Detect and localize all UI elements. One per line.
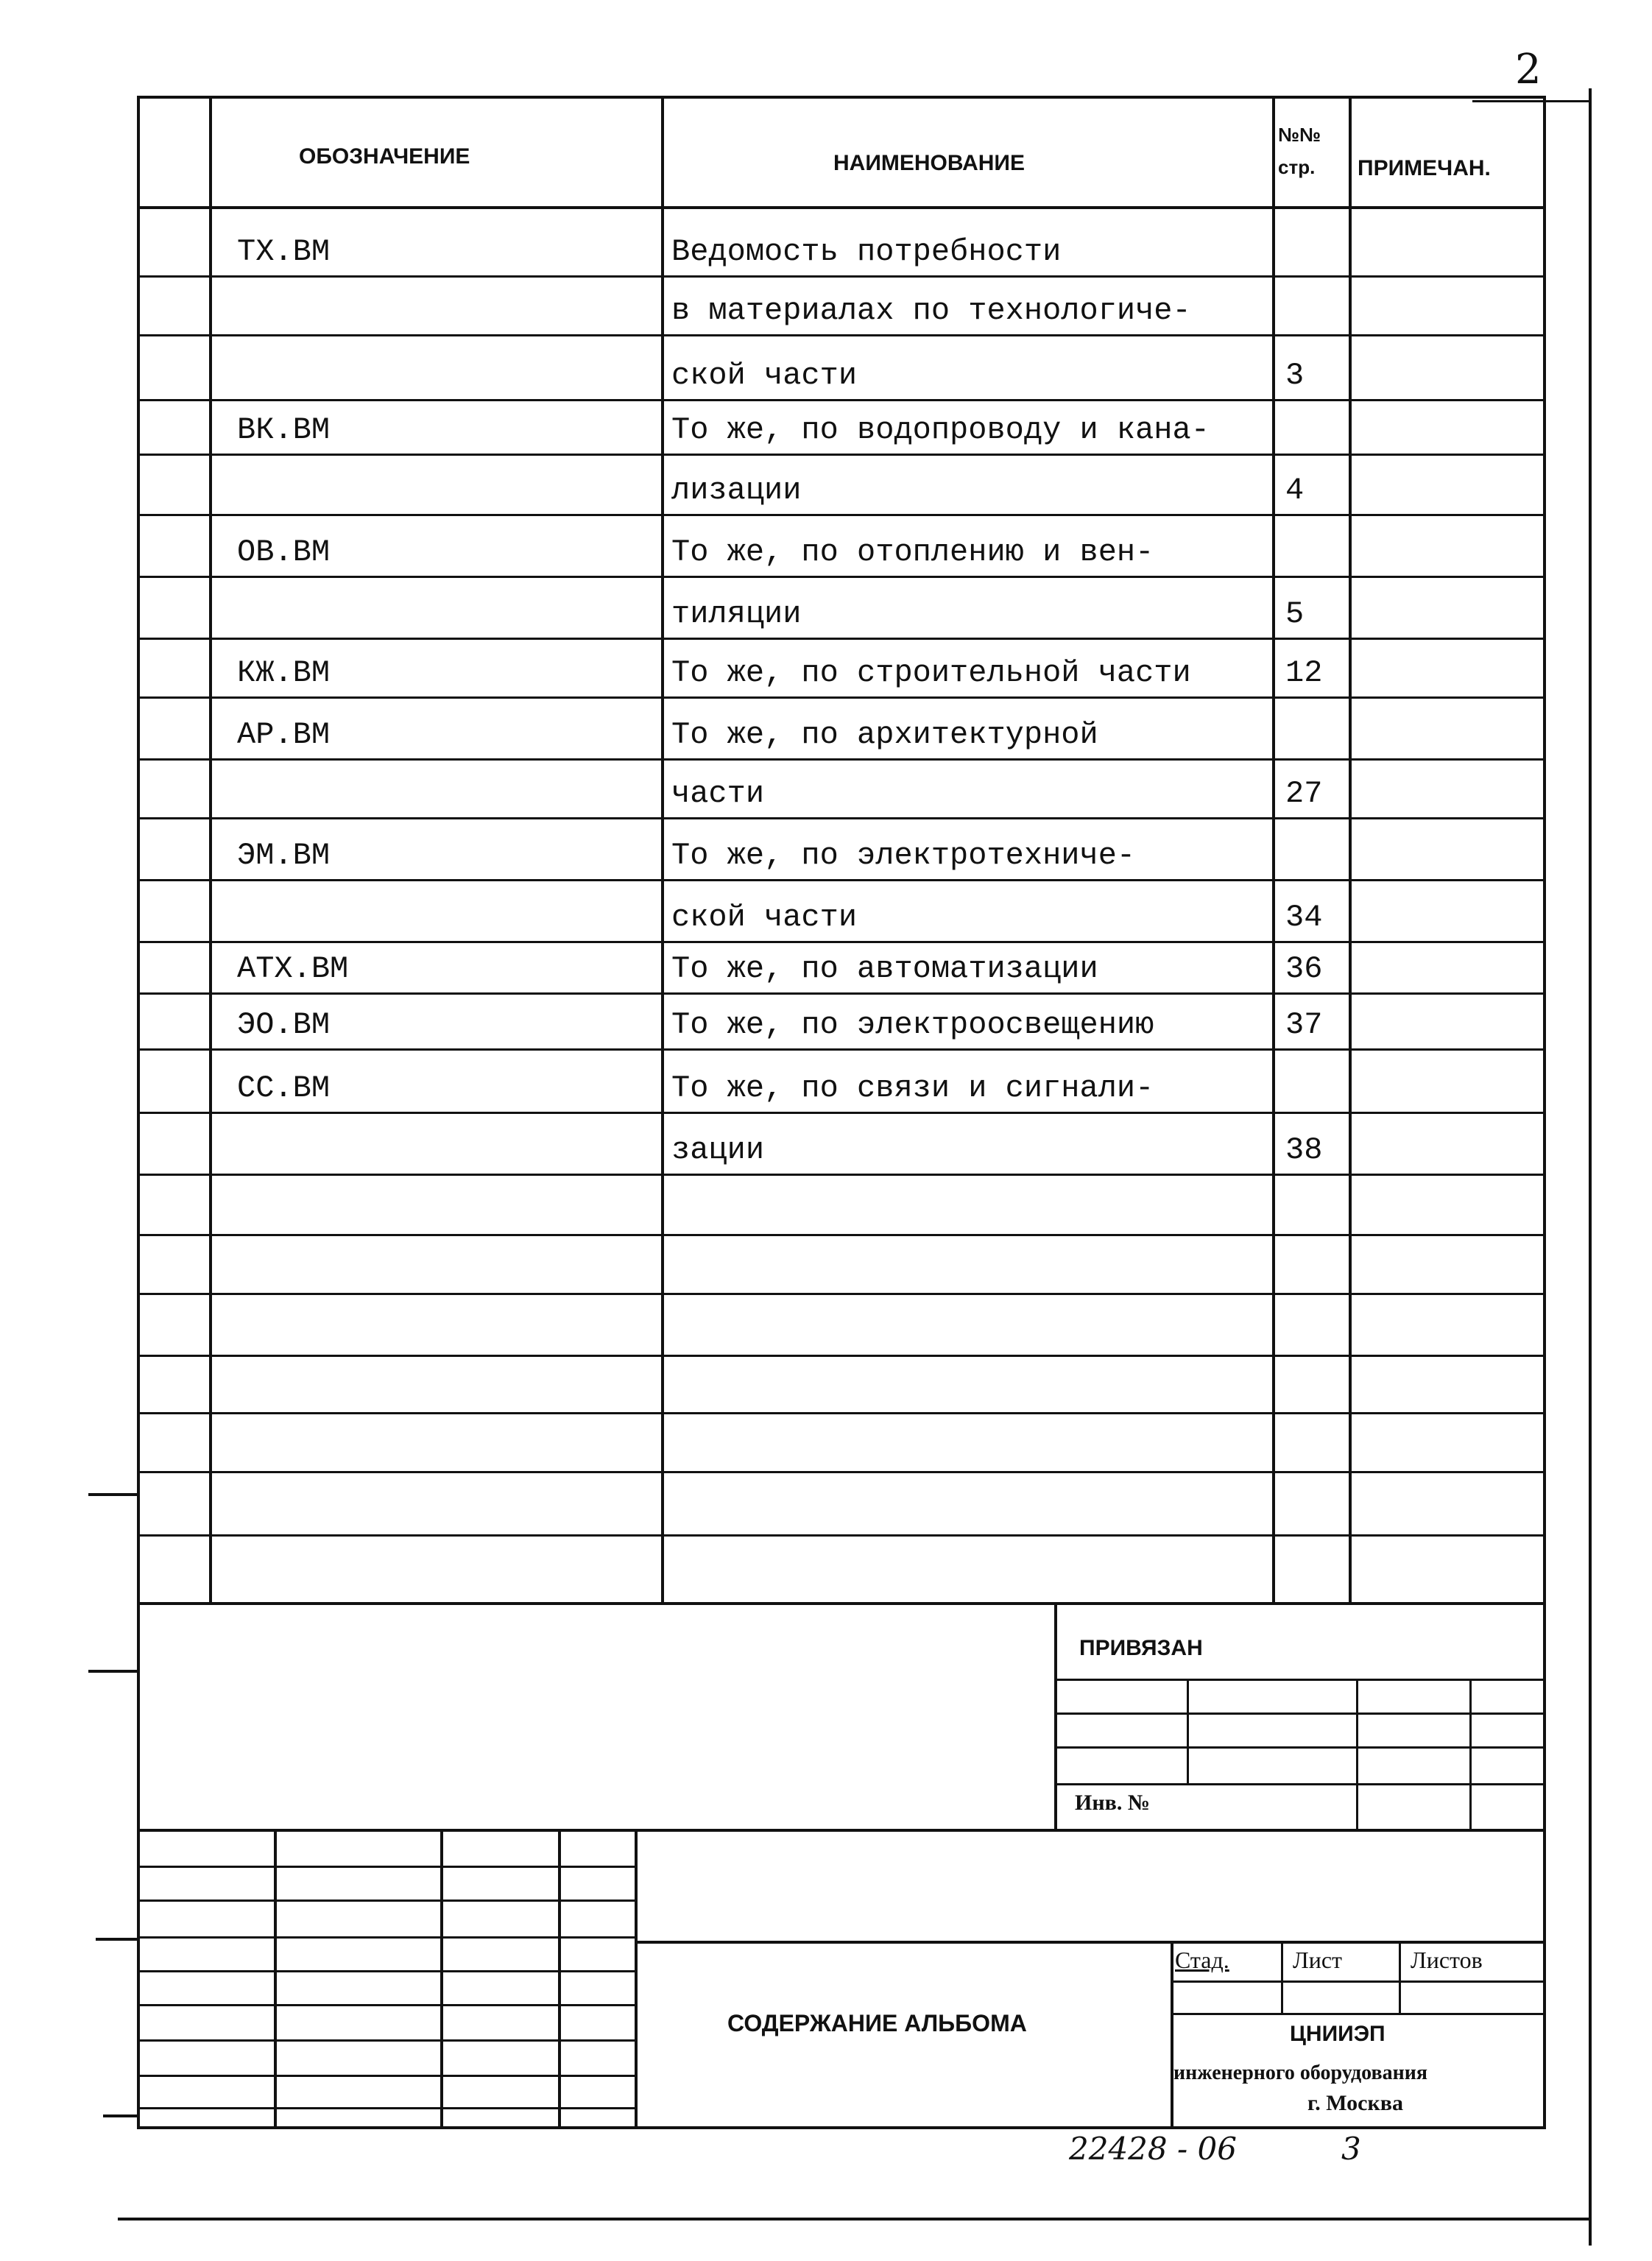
sheet-border-right [1589, 88, 1592, 2246]
row-separator [137, 696, 1546, 699]
row-separator [137, 334, 1546, 336]
row-separator [137, 1412, 1546, 1414]
row-separator [137, 758, 1546, 761]
stamp-grid-row [137, 2004, 635, 2006]
table-cell-name: То же, по строительной части [671, 655, 1191, 691]
table-cell-name: части [671, 776, 765, 811]
bound-line-3 [1054, 1746, 1546, 1749]
table-cell-page: 12 [1285, 655, 1323, 691]
stamp-grid-row [137, 2039, 635, 2042]
title-right-divider [1171, 1941, 1173, 2129]
table-cell-designation: ЭО.ВМ [237, 1007, 331, 1043]
row-separator [137, 576, 1546, 578]
row-separator [137, 817, 1546, 819]
table-cell-designation: СС.ВМ [237, 1070, 331, 1106]
row-separator [137, 1293, 1546, 1295]
table-cell-name: лизации [671, 473, 802, 508]
table-cell-name: То же, по электротехниче- [671, 838, 1136, 873]
table-cell-page: 27 [1285, 776, 1323, 811]
row-separator [137, 1234, 1546, 1236]
row-separator [137, 1471, 1546, 1473]
table-cell-designation: ТХ.ВМ [237, 234, 331, 269]
doc-number: 22428 - 06 [1069, 2131, 1237, 2167]
bound-col-3 [1469, 1679, 1472, 1832]
row-separator [137, 638, 1546, 640]
header-name: НАИМЕНОВАНИЕ [833, 151, 1025, 175]
row-separator [137, 992, 1546, 995]
stamp-grid-row [137, 1970, 635, 1972]
margin-tick-1 [88, 1493, 140, 1496]
stamp-grid-row [137, 1900, 635, 1902]
table-cell-designation: АТХ.ВМ [237, 951, 349, 987]
row-separator [137, 1112, 1546, 1114]
row-separator [137, 1048, 1546, 1051]
sheets-label: Листов [1411, 1947, 1483, 1973]
header-note: ПРИМЕЧАН. [1358, 156, 1491, 180]
bound-col-2 [1356, 1679, 1358, 1832]
margin-tick-2 [88, 1670, 140, 1673]
bound-col-1 [1187, 1679, 1189, 1783]
table-cell-name: То же, по автоматизации [671, 951, 1098, 987]
row-separator [137, 454, 1546, 456]
row-separator [137, 399, 1546, 401]
stage-col-2 [1399, 1941, 1401, 2013]
left-grid-col-2 [440, 1829, 443, 2129]
page-corner-number: 2 [1515, 46, 1542, 94]
row-separator [137, 879, 1546, 881]
org-line-1: ЦНИИЭП [1290, 2022, 1386, 2046]
table-cell-designation: АР.ВМ [237, 717, 331, 752]
title-top-line [635, 1941, 1546, 1944]
inv-label: Инв. № [1075, 1791, 1150, 1815]
org-line-2: инженерного оборудования [1173, 2061, 1427, 2084]
bound-label: ПРИВЯЗАН [1079, 1636, 1203, 1660]
row-separator [137, 514, 1546, 516]
stamp-grid-row [137, 1936, 635, 1939]
table-cell-name: То же, по электроосвещению [671, 1007, 1154, 1043]
left-grid-col-4 [635, 1829, 638, 2129]
table-cell-name: в материалах по технологиче- [671, 293, 1191, 328]
table-cell-name: тиляции [671, 596, 802, 632]
table-cell-designation: КЖ.ВМ [237, 655, 331, 691]
table-cell-page: 36 [1285, 951, 1323, 987]
bound-line-2 [1054, 1712, 1546, 1715]
table-cell-name: зации [671, 1132, 765, 1168]
stamp-grid-row [137, 2075, 635, 2077]
table-cell-page: 38 [1285, 1132, 1323, 1168]
row-separator [137, 1174, 1546, 1176]
table-cell-name: То же, по отоплению и вен- [671, 535, 1154, 570]
org-line-3: г. Москва [1307, 2091, 1403, 2115]
sheet-label: Лист [1293, 1947, 1343, 1973]
margin-tick-4 [103, 2114, 140, 2117]
table-cell-name: То же, по водопроводу и кана- [671, 412, 1210, 448]
table-cell-name: Ведомость потребности [671, 234, 1062, 269]
table-cell-page: 4 [1285, 473, 1305, 508]
margin-tick-3 [96, 1938, 140, 1941]
bound-line-4 [1054, 1783, 1546, 1785]
left-grid-col-1 [274, 1829, 277, 2129]
stamp-grid-row [137, 1866, 635, 1868]
table-cell-page: 5 [1285, 596, 1305, 632]
org-row-line [1171, 2013, 1546, 2015]
header-designation: ОБОЗНАЧЕНИЕ [299, 144, 470, 169]
stage-col-1 [1281, 1941, 1283, 2013]
col-line-designation [661, 96, 664, 1605]
row-separator [137, 1355, 1546, 1357]
table-cell-name: ской части [671, 358, 858, 393]
col-line-margin [209, 96, 212, 1605]
table-cell-designation: ОВ.ВМ [237, 535, 331, 570]
table-cell-name: То же, по связи и сигнали- [671, 1070, 1154, 1106]
header-bottom-line [137, 206, 1546, 209]
table-cell-page: 34 [1285, 900, 1323, 935]
header-page-no: №№ [1278, 124, 1321, 146]
table-cell-name: То же, по архитектурной [671, 717, 1098, 752]
stamp-title: СОДЕРЖАНИЕ АЛЬБОМА [727, 2010, 1027, 2036]
footer-sheet-number: 3 [1341, 2131, 1361, 2167]
row-separator [137, 1534, 1546, 1537]
col-line-page [1349, 96, 1352, 1605]
stage-label: Стад. [1175, 1947, 1229, 1973]
table-cell-name: ской части [671, 900, 858, 935]
row-separator [137, 941, 1546, 943]
stage-row-line [1171, 1980, 1546, 1983]
bound-line-1 [1054, 1679, 1546, 1681]
table-cell-designation: ВК.ВМ [237, 412, 331, 448]
stamp-grid-row [137, 2107, 635, 2109]
header-page-str: стр. [1278, 156, 1316, 178]
sheet-border-bottom [118, 2218, 1592, 2221]
left-grid-col-3 [558, 1829, 561, 2129]
stamp-upper-block [137, 1602, 1546, 1832]
table-cell-page: 3 [1285, 358, 1305, 393]
col-line-name [1272, 96, 1275, 1605]
table-cell-page: 37 [1285, 1007, 1323, 1043]
bound-block-left [1054, 1602, 1057, 1832]
table-cell-designation: ЭМ.ВМ [237, 838, 331, 873]
row-separator [137, 275, 1546, 278]
